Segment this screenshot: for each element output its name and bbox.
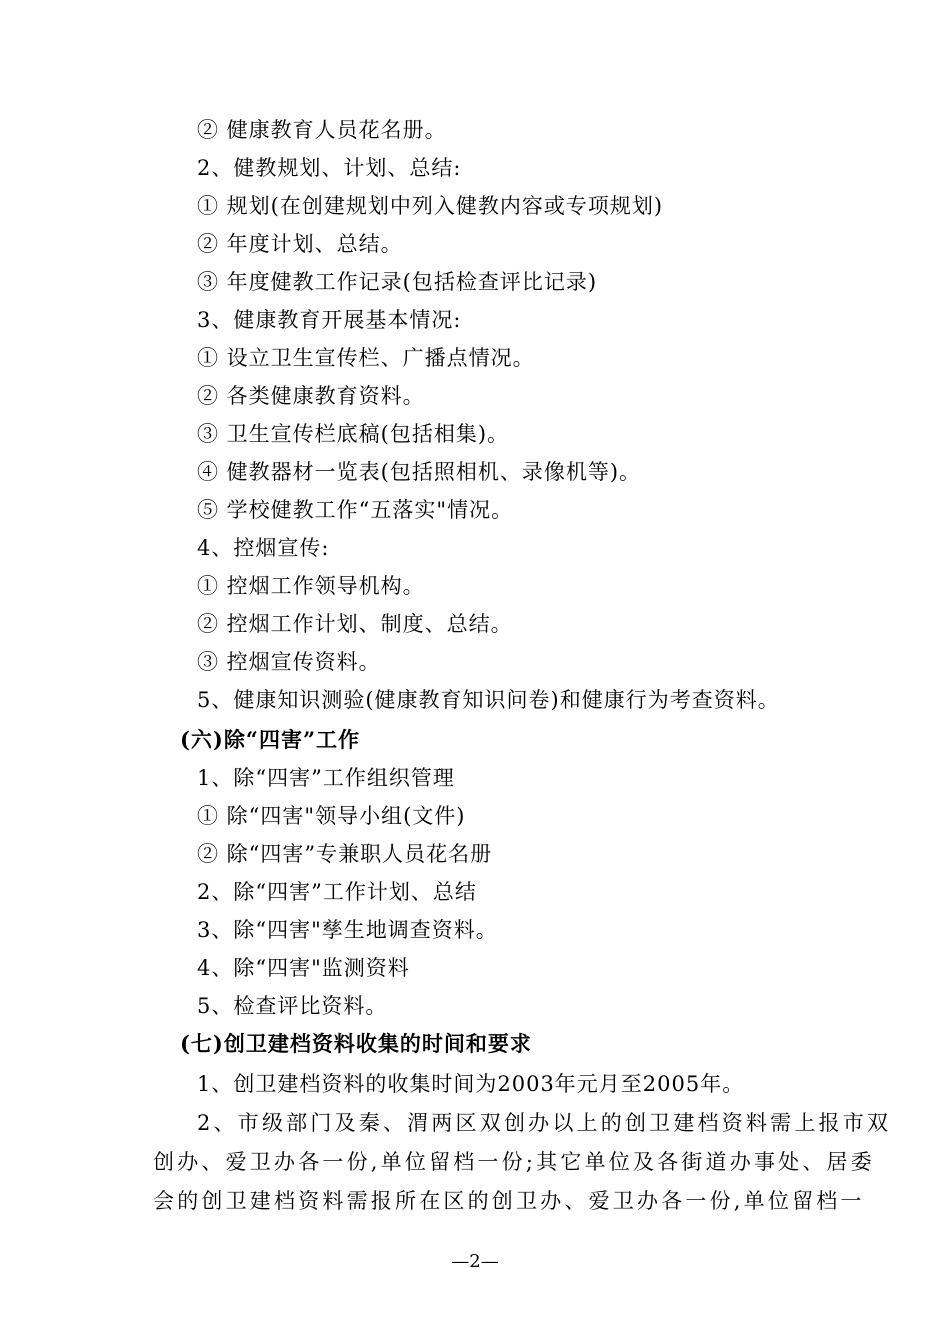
text-line: ② 各类健康教育资料。 [197, 384, 425, 408]
text-line: 2、除“四害”工作计划、总结 [197, 880, 477, 904]
text-line: ② 除“四害”专兼职人员花名册 [197, 842, 493, 866]
text-line: 会的创卫建档资料需报所在区的创卫办、爱卫办各一份,单位留档一 [153, 1189, 865, 1213]
text-line: ④ 健教器材一览表(包括照相机、录像机等)。 [197, 460, 642, 484]
text-line: 2、市级部门及秦、渭两区双创办以上的创卫建档资料需上报市双 [197, 1111, 892, 1135]
text-line: 4、除“四害"监测资料 [197, 956, 410, 980]
text-line: 1、除“四害”工作组织管理 [197, 766, 455, 790]
page-number: —2— [451, 1251, 499, 1272]
text-line: 2、健教规划、计划、总结: [197, 156, 462, 180]
text-line: ③ 控烟宣传资料。 [197, 650, 381, 674]
text-line: ⑤ 学校健教工作“五落实"情况。 [197, 498, 514, 522]
text-line: 1、创卫建档资料的收集时间为2003年元月至2005年。 [197, 1072, 745, 1096]
text-line: ③ 年度健教工作记录(包括检查评比记录) [197, 270, 598, 294]
text-line: 5、健康知识测验(健康教育知识问卷)和健康行为考查资料。 [197, 688, 780, 712]
text-line: ② 年度计划、总结。 [197, 232, 403, 256]
text-line: ① 除“四害"领导小组(文件) [197, 804, 466, 828]
text-line: 3、健康教育开展基本情况: [197, 308, 462, 332]
text-line: 5、检查评比资料。 [197, 994, 388, 1018]
text-line: 4、控烟宣传: [197, 536, 330, 560]
text-line: 3、除“四害"孳生地调查资料。 [197, 918, 498, 942]
text-line: ② 控烟工作计划、制度、总结。 [197, 612, 513, 636]
text-line: ③ 卫生宣传栏底稿(包括相集)。 [197, 422, 510, 446]
text-line: ① 控烟工作领导机构。 [197, 574, 425, 598]
text-line: ① 设立卫生宣传栏、广播点情况。 [197, 346, 535, 370]
text-line: ① 规划(在创建规划中列入健教内容或专项规划) [197, 194, 664, 218]
section-heading: (七)创卫建档资料收集的时间和要求 [180, 1031, 532, 1056]
section-heading: (六)除“四害”工作 [180, 727, 361, 752]
text-line: 创办、爱卫办各一份,单位留档一份;其它单位及各街道办事处、居委 [153, 1150, 875, 1174]
text-line: ② 健康教育人员花名册。 [197, 118, 447, 142]
